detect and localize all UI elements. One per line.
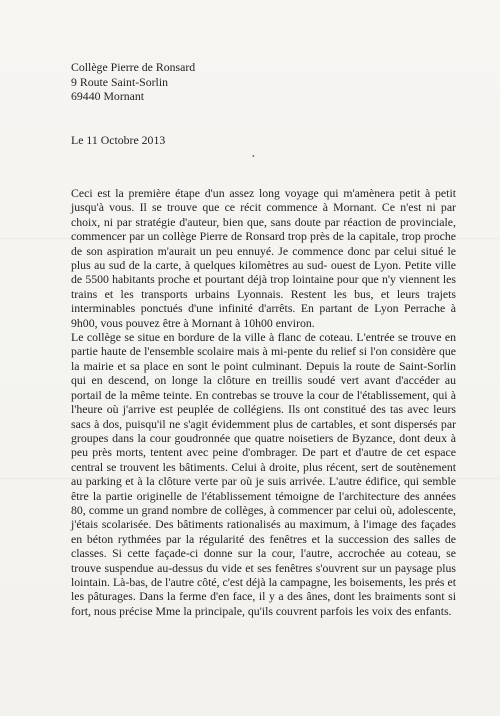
letter-date: Le 11 Octobre 2013 [71,133,166,147]
paragraph-intro: Ceci est la première étape d'un assez long voyage qui m'amènera petit à petit jusqu'à vous. Il se trouve que ce récit commence à Mornant. Ce n'est ni par choix, ni par stratégie d'auteur, bien que, sans doute par réaction de provinciale, commencer par un collège Pierre de Ronsard trop près de la capitale, trop proche de son aspiration m'aurait un peu ennuyé. Je commence donc par celui situé le plus au sud de la carte, à quelques kilomètres au sud- ouest de Lyon. Petite ville de 5500 habitants proche et pourtant déjà trop lointaine pour que n'y viennent les trains et les transports urbains Lyonnais. Restent les bus, et leurs trajets interminables ponctués d'une infinité d'arrêts. En partant de Lyon Perrache à 9h00, vous pouvez être à Mornant à 10h00 environ. [71,186,456,330]
letter-body [71,186,456,618]
paragraph-college: Le collège se situe en bordure de la ville à flanc de coteau. L'entrée se trouve en partie haute de l'ensemble scolaire mais à mi-pente du relief si l'on considère que la mairie et sa place en sont le point culminant. Depuis la route de Saint-Sorlin qui en descend, on longe la clôture en treillis soudé vert avant d'accéder au portail de la même teinte. En contrebas se trouve la cour de l'établissement, qui à l'heure où j'arrive est peuplée de collégiens. Ils ont constitué des tas avec leurs sacs à dos, puisqu'il ne s'agit évidemment plus de cartables, et sont dispersés par groupes dans la cour goudronnée que quatre noisetiers de Byzance, dont deux à peu près morts, tentent avec peine d'ombrager. De part et d'autre de cet espace central se trouvent les bâtiments. Celui à droite, plus récent, sert de soutènement au parking et à la clôture verte par où je suis arrivée. L'autre édifice, qui semble être la partie originelle de l'établissement témoigne de l'architecture des années 80, comme un grand nombre de collèges, à commencer par celui où, adolescente, j'étais scolarisée. Des bâtiments rationalisés au maximum, à l'image des façades en béton rythmées par la régularité des fenêtres et la succession des salles de classes. Si cette façade-ci donne sur la cour, l'autre, accrochée au coteau, se trouve suspendue au-dessus du vide et ses fenêtres s'ouvrent sur un paysage plus lointain. Là-bas, de l'autre côté, c'est déjà la campagne, les boisements, les prés et les pâturages. Dans la ferme d'en face, il y a des ânes, dont les braiments sont si fort, nous précise Mme la principale, qu'ils couvrent parfois les voix des enfants. [71,330,456,618]
sender-name: Collège Pierre de Ronsard [71,60,196,74]
sender-city: 69440 Mornant [71,89,145,103]
sender-address [71,60,195,104]
sender-street: 9 Route Saint-Sorlin [71,74,168,89]
ink-mark-icon: • [252,152,255,161]
